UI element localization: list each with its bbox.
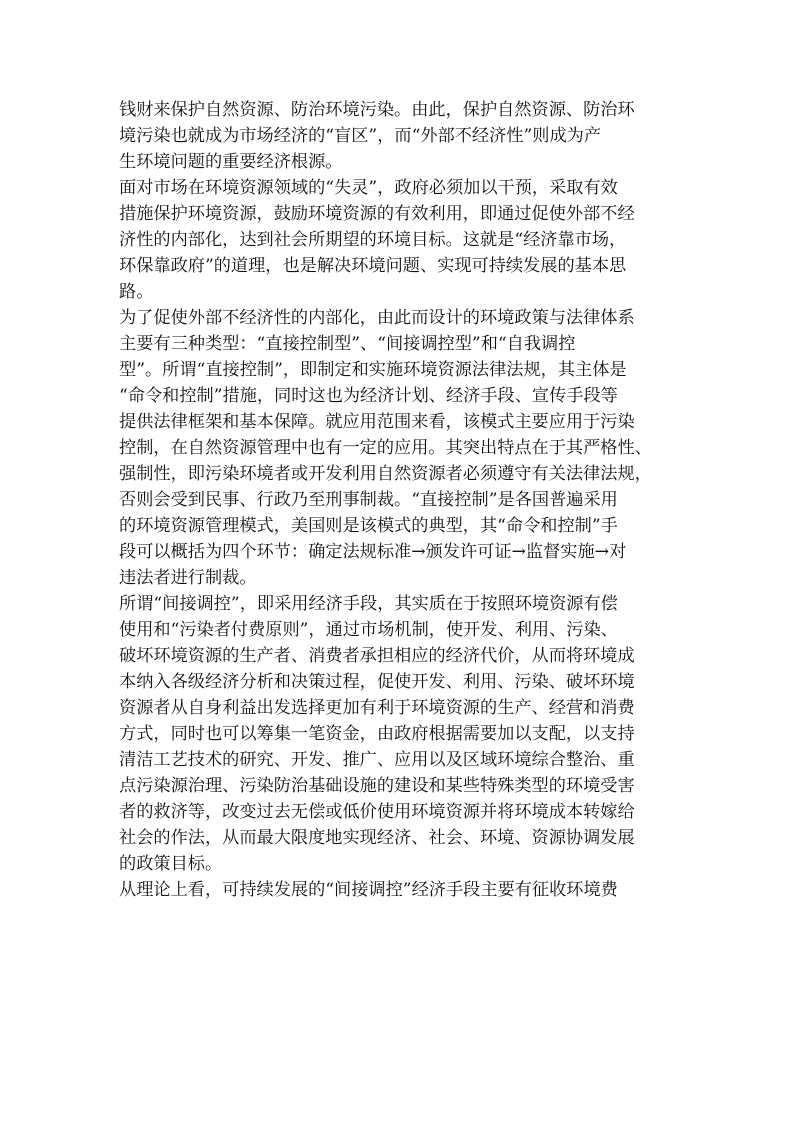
text-line: 为了促使外部不经济性的内部化，由此而设计的环境政策与法律体系	[119, 308, 635, 328]
text-line: 环保靠政府”的道理，也是解决环境问题、实现可持续发展的基本思	[119, 256, 627, 276]
text-line: 社会的作法，从而最大限度地实现经济、社会、环境、资源协调发展	[119, 828, 635, 848]
text-line: 所谓“间接调控”，即采用经济手段，其实质在于按照环境资源有偿	[119, 594, 618, 614]
text-line: 方式，同时也可以筹集一笔资金，由政府根据需要加以支配，以支持	[119, 724, 635, 744]
text-line: 从理论上看，可持续发展的“间接调控”经济手段主要有征收环境费	[119, 880, 618, 900]
text-line: 型”。所谓“直接控制”，即制定和实施环境资源法律法规，其主体是	[119, 360, 627, 380]
text-line: 措施保护环境资源，鼓励环境资源的有效利用，即通过促使外部不经	[119, 204, 635, 224]
text-line: 点污染源治理、污染防治基础设施的建设和某些特殊类型的环境受害	[119, 776, 635, 796]
text-line: 路。	[119, 282, 154, 302]
text-line: 主要有三种类型：“直接控制型”、“间接调控型”和“自我调控	[119, 334, 576, 354]
text-line: 强制性，即污染环境者或开发利用自然资源者必须遵守有关法律法规，	[119, 464, 652, 484]
text-line: 段可以概括为四个环节：确定法规标准→颁发许可证→监督实施→对	[119, 542, 627, 562]
text-line: 清洁工艺技术的研究、开发、推广、应用以及区域环境综合整治、重	[119, 750, 635, 770]
document-body	[119, 97, 677, 903]
text-line: 控制，在自然资源管理中也有一定的应用。其突出特点在于其严格性、	[119, 438, 652, 458]
text-line: 面对市场在环境资源领域的“失灵”，政府必须加以干预，采取有效	[119, 178, 618, 198]
text-line: 否则会受到民事、行政乃至刑事制裁。“直接控制”是各国普遍采用	[119, 490, 618, 510]
text-line: 资源者从自身利益出发选择更加有利于环境资源的生产、经营和消费	[119, 698, 635, 718]
text-line: 钱财来保护自然资源、防治环境污染。由此，保护自然资源、防治环	[119, 100, 635, 120]
text-line: 本纳入各级经济分析和决策过程，促使开发、利用、污染、破坏环境	[119, 672, 635, 692]
text-line: 违法者进行制裁。	[119, 568, 257, 588]
text-line: 提供法律框架和基本保障。就应用范围来看，该模式主要应用于污染	[119, 412, 635, 432]
text-line: 济性的内部化，达到社会所期望的环境目标。这就是“经济靠市场，	[119, 230, 627, 250]
text-line: 使用和“污染者付费原则”，通过市场机制，使开发、利用、污染、	[119, 620, 618, 640]
text-line: 的环境资源管理模式，美国则是该模式的典型，其“命令和控制”手	[119, 516, 618, 536]
text-line: 者的救济等，改变过去无偿或低价使用环境资源并将环境成本转嫁给	[119, 802, 635, 822]
text-line: 生环境问题的重要经济根源。	[119, 152, 343, 172]
text-line: “命令和控制”措施，同时这也为经济计划、经济手段、宣传手段等	[119, 386, 618, 406]
text-line: 的政策目标。	[119, 854, 223, 874]
text-line: 境污染也就成为市场经济的“盲区”，而“外部不经济性”则成为产	[119, 126, 602, 146]
text-line: 破坏环境资源的生产者、消费者承担相应的经济代价，从而将环境成	[119, 646, 635, 666]
document-page	[119, 97, 677, 903]
